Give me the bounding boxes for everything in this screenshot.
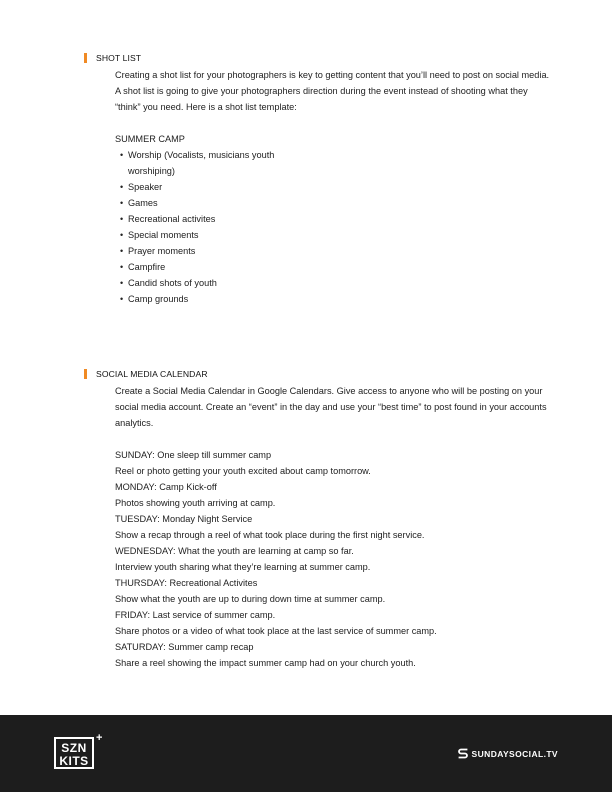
- bullet-icon: •: [120, 294, 124, 304]
- bullet-icon: •: [120, 198, 124, 208]
- calendar-day-friday: FRIDAY: Last service of summer camp.: [115, 610, 276, 620]
- bullet-icon: •: [120, 230, 124, 240]
- calendar-day-sunday: SUNDAY: One sleep till summer camp: [115, 450, 272, 460]
- logo-line-1: SZN: [61, 741, 87, 755]
- shot-list-heading: [84, 53, 141, 63]
- calendar-desc-wednesday: Interview youth sharing what they’re learning at summer camp.: [115, 562, 371, 572]
- calendar-day-tuesday: TUESDAY: Monday Night Service: [115, 514, 253, 524]
- calendar-day-thursday: THURSDAY: Recreational Activites: [115, 578, 258, 588]
- shot-list-heading-text: SHOT LIST: [96, 53, 142, 63]
- heading-accent-bar: [84, 369, 87, 379]
- calendar-desc-sunday: Reel or photo getting your youth excited about camp tomorrow.: [115, 466, 371, 476]
- calendar-day-wednesday: WEDNESDAY: What the youth are learning at camp so far.: [115, 546, 354, 556]
- shot-list-intro: Creating a shot list for your photographers is key to getting content that you’ll need to post on social media. A shot list is going to give your photographers direction during the event instead of shooting what they “think” you need. Here is a shot list template:: [115, 70, 550, 112]
- social-calendar-body: [115, 383, 555, 671]
- calendar-desc-thursday: Show what the youth are up to during down time at summer camp.: [115, 594, 386, 604]
- calendar-day-monday: MONDAY: Camp Kick-off: [115, 482, 217, 492]
- bullet-icon: •: [120, 262, 124, 272]
- footer-bar: [0, 715, 612, 792]
- bullet-icon: •: [120, 278, 124, 288]
- sunday-social-brand: [458, 748, 558, 760]
- calendar-desc-monday: Photos showing youth arriving at camp.: [115, 498, 276, 508]
- shot-list-body: [115, 67, 555, 307]
- sunday-social-s-icon: [458, 748, 468, 760]
- brand-text: SUNDAYSOCIAL.TV: [471, 749, 558, 759]
- calendar-desc-saturday: Share a reel showing the impact summer camp had on your church youth.: [115, 658, 416, 668]
- list-item: • Recreational activites: [115, 211, 555, 227]
- szn-kits-logo: [54, 737, 94, 769]
- logo-plus-icon: +: [96, 732, 103, 744]
- bullet-icon: •: [120, 246, 124, 256]
- list-item: • Camp grounds: [115, 291, 555, 307]
- list-item: • Special moments: [115, 227, 555, 243]
- calendar-desc-friday: Share photos or a video of what took place at the last service of summer camp.: [115, 626, 437, 636]
- list-item: • Prayer moments: [115, 243, 555, 259]
- bullet-icon: •: [120, 214, 124, 224]
- shot-list-items: [115, 147, 555, 307]
- list-item: • Speaker: [115, 179, 555, 195]
- list-item: • Campfire: [115, 259, 555, 275]
- logo-line-2: KITS: [59, 754, 89, 768]
- calendar-day-saturday: SATURDAY: Summer camp recap: [115, 642, 254, 652]
- heading-accent-bar: [84, 53, 87, 63]
- list-item: • Worship (Vocalists, musicians youth worshiping): [115, 147, 555, 179]
- social-calendar-heading: [84, 369, 208, 379]
- social-calendar-intro: Create a Social Media Calendar in Google Calendars. Give access to anyone who will be posting on your social media account. Create an “event” in the day and use your “best time” to post found in your accounts analytics.: [115, 386, 547, 428]
- bullet-icon: •: [120, 182, 124, 192]
- calendar-desc-tuesday: Show a recap through a reel of what took place during the first night service.: [115, 530, 425, 540]
- social-calendar-heading-text: SOCIAL MEDIA CALENDAR: [96, 369, 208, 379]
- summer-camp-title: SUMMER CAMP: [115, 134, 185, 144]
- bullet-icon: •: [120, 150, 124, 160]
- list-item: • Candid shots of youth: [115, 275, 555, 291]
- list-item: • Games: [115, 195, 555, 211]
